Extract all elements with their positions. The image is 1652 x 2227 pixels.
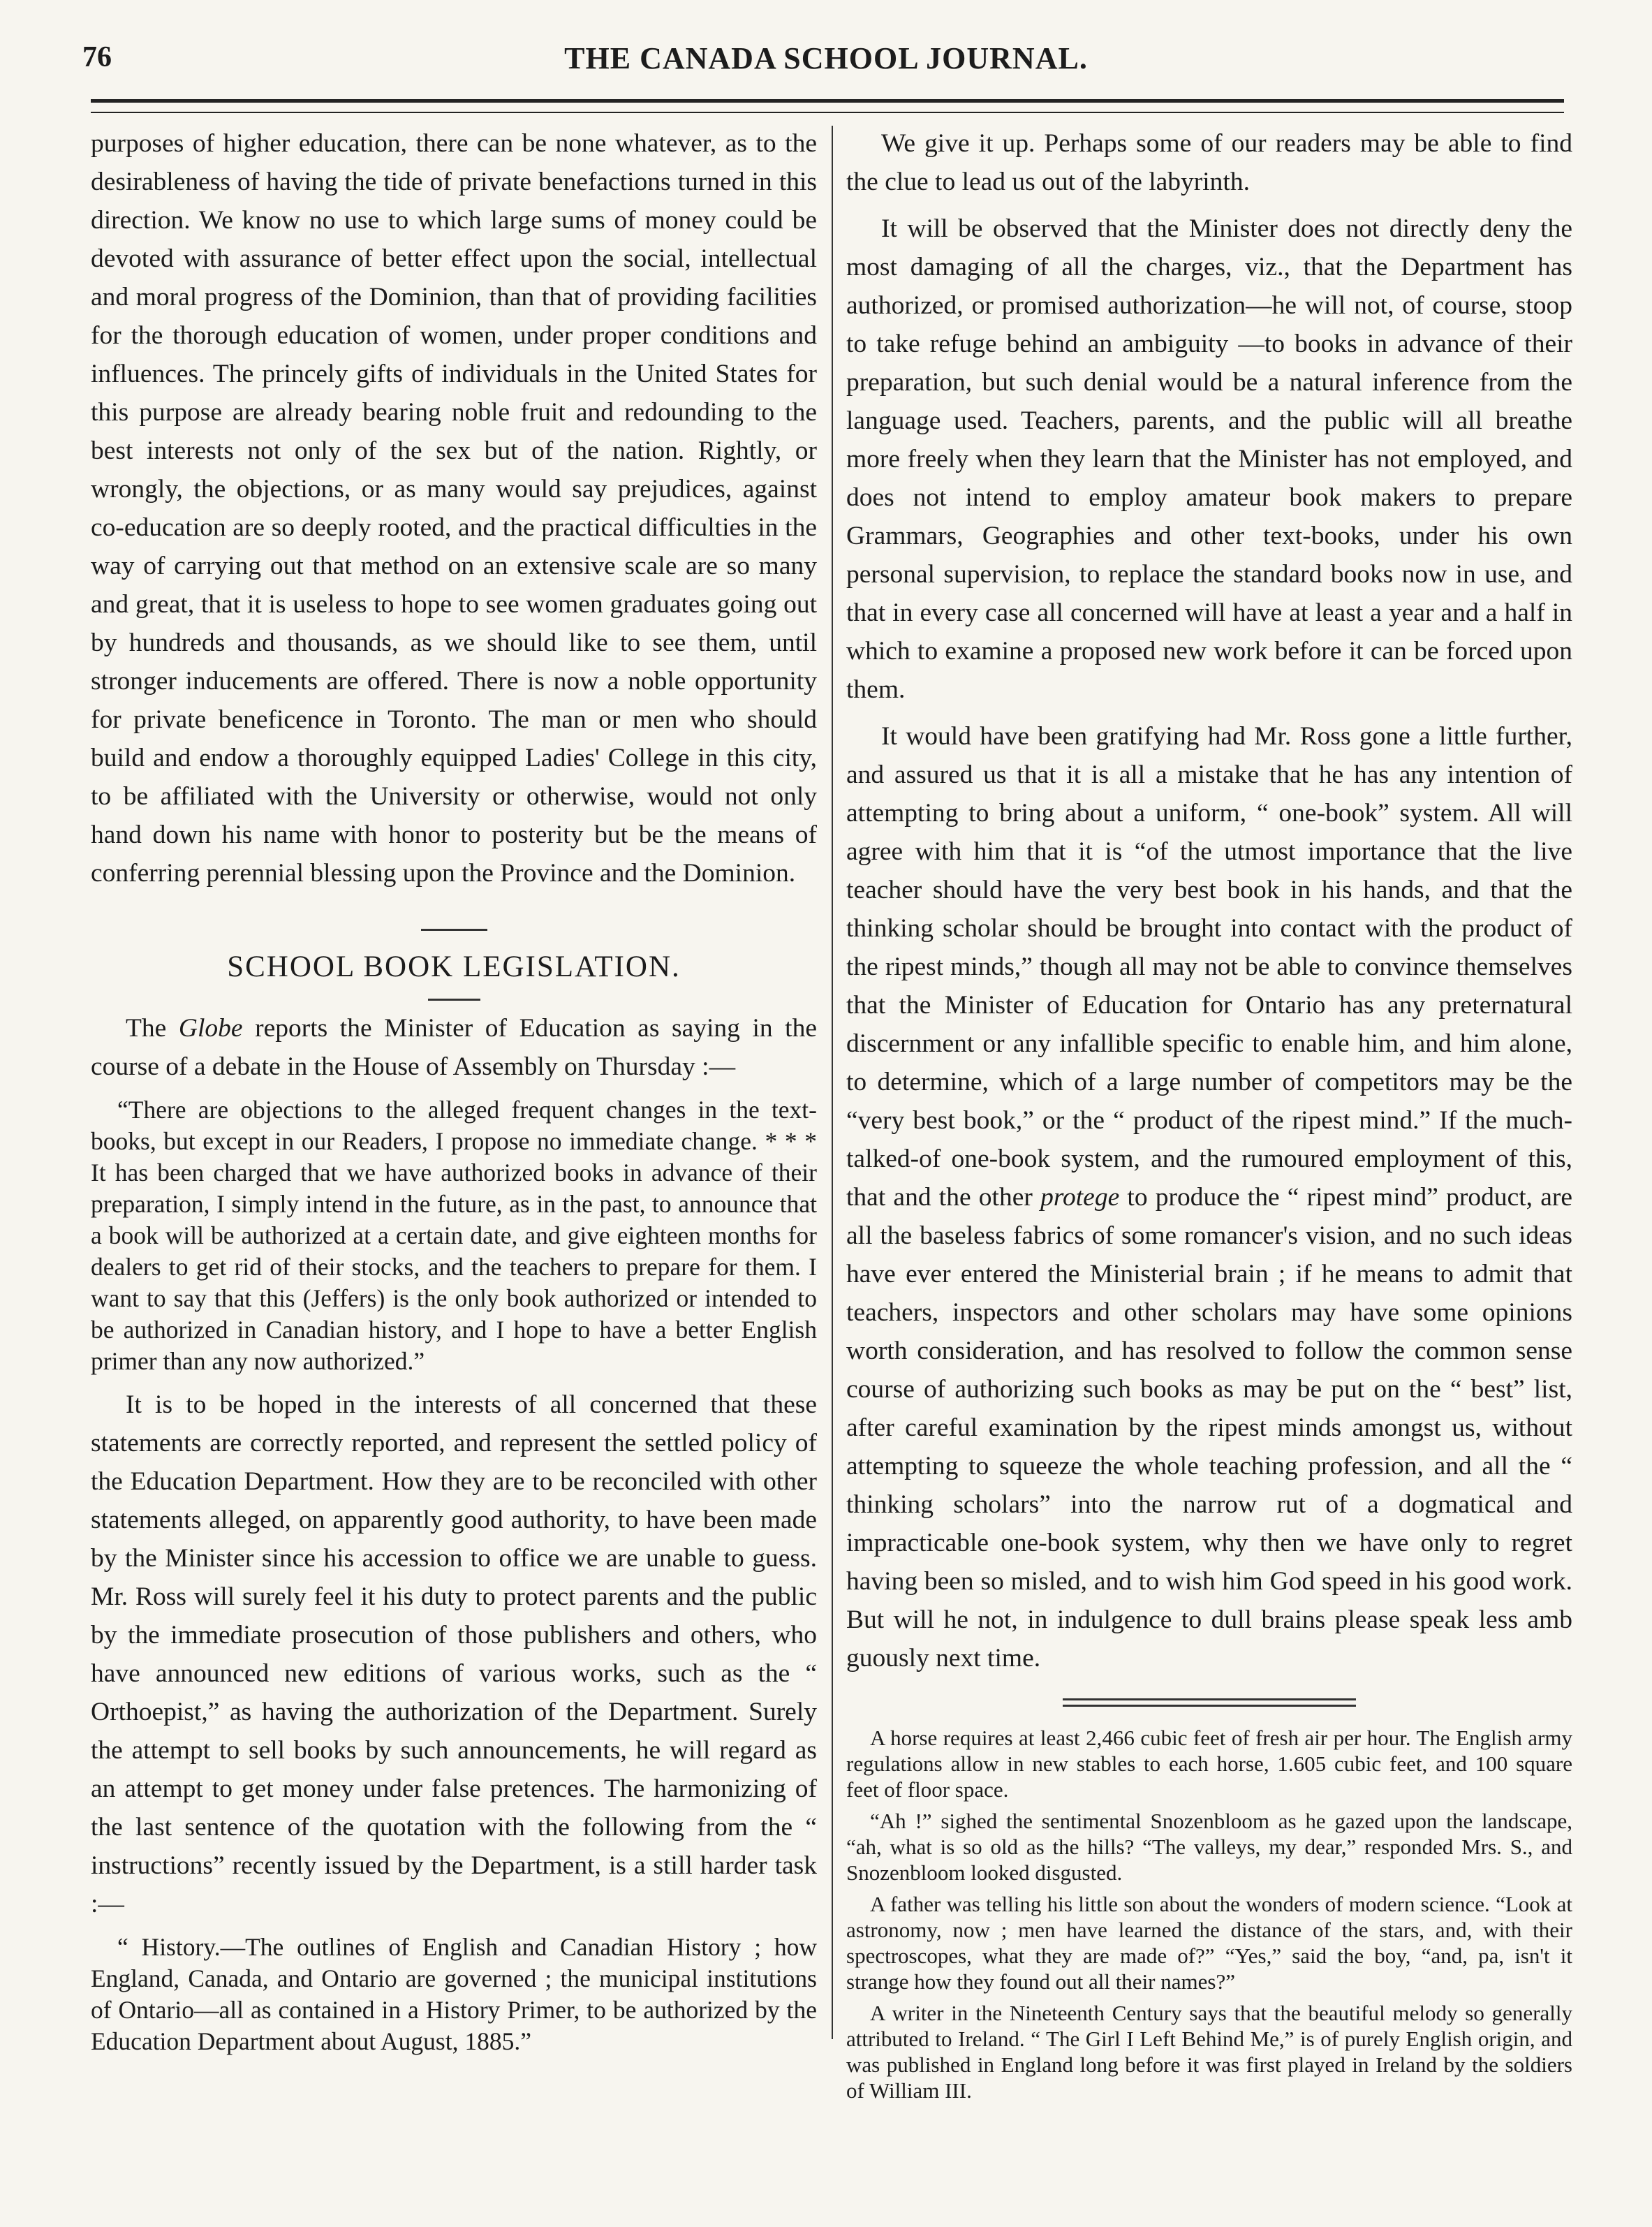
misc-melody: A writer in the Nineteenth Century says that the beautiful melody so generally attributed to Ireland. “ The Girl I Left Behind Me,” is of purely English origin, and was published in England long before it was first played in Ireland by the soldiers of William III. bbox=[846, 2001, 1572, 2103]
right-p3-part-b: to produce the “ ripest mind” product, are all the baseless fabrics of some romancer's vision, and no such ideas have ever entered the Ministerial brain ; if he means to admit that teachers, inspectors and other scholars may have some opinions worth consideration, and has resolved to follow the common sense course of authorizing such books as may be put on the “ best” list, after careful examination by the ripest minds amongst us, without attempting to squeeze the whole teaching profession, and all the “ thinking scholars” into the narrow rut of a dogmatical and impracticable one-book system, why then we have only to regret having been so misled, and to wish him God speed in his good work. But will he not, in indulgence to dull brains please speak less amb guously next time. bbox=[846, 1183, 1572, 1673]
globe-lead: The bbox=[126, 1014, 179, 1043]
minister-quote: “There are objections to the alleged frequent changes in the text-books, but except in our Readers, I propose no immediate change. * * * It has been charged that we have authorized books in advance of their preparation, I simply intend in the future, as in the past, to announce that a book will be authorized at a certain date, and give eighteen months for dealers to get rid of their stocks, and the teachers to prepare for them. I want to say that this (Jeffers) is the only book authorized or intended to be authorized in Canadian history, and I hope to have a better English primer than any now authorized.” bbox=[91, 1096, 817, 1375]
header-rule-thin bbox=[91, 112, 1564, 113]
left-paragraph-3: It is to be hoped in the interests of all concerned that these statements are correctly reported, and represent the settled policy of the Education Department. How they are to be reconciled with other statements alleged, on apparently good authority, to have been made by the Minister since his accession to office we are unable to guess. Mr. Ross will surely feel it his duty to protect parents and the public by the immediate prosecution of those publishers and others, who have announced new editions of various works, such as the “ Orthoepist,” as having the authorization of the Department. Surely the attempt to sell books by such announcements, he will regard as an attempt to get money under false pretences. The harmonizing of the last sentence of the quotation with the following from the “ instructions” recently issued by the Department, is a still harder task :— bbox=[91, 1390, 817, 1918]
misc-astronomy: A father was telling his little son about the wonders of modern science. “Look at astronomy, now ; men have learned the distance of the stars, and, with their spectroscopes, what they are made of?” “Yes,” said the boy, “and, pa, isn't it strange how they found out all their names?” bbox=[846, 1892, 1572, 1994]
double-rule bbox=[1063, 1698, 1356, 1707]
left-paragraph-2 bbox=[91, 1009, 817, 1086]
right-p3-part-a: It would have been gratifying had Mr. Ross gone a little further, and assured us that it is all a mistake that he has any intention of attempting to bring about a uniform, “ one-book” system. All will agree with him that it is “of the utmost importance that the live teacher should have the very best book in his hands, and that the thinking scholar should be brought into contact with the product of the ripest minds,” though all may not be able to convince themselves that the Minister of Education for Ontario has any preternatural discernment or any infallible specific to enable him, and him alone, to determine, which of a large number of competitors may be the “very best book,” or the “ product of the ripest mind.” If the much-talked-of one-book system, and the rumoured employment of this, that and the other bbox=[846, 722, 1572, 1212]
misc-horse: A horse requires at least 2,466 cubic feet of fresh air per hour. The English army regulations allow in new stables to each horse, 1.605 cubic feet, and 100 square feet of floor space. bbox=[846, 1726, 1572, 1802]
right-paragraph-2: It will be observed that the Minister does not directly deny the most damaging of all the charges, viz., that the Department has authorized, or promised authorization—he will not, of course, stoop to take refuge behind an ambiguity —to books in advance of their preparation, but such denial would be a natural inference from the language used. Teachers, parents, and the public will all breathe more freely when they learn that the Minister has not employed, and does not intend to employ amateur book makers to prepare Grammars, Geographies and other text-books, under his own personal supervision, to replace the standard books now in use, and that in every case all concerned will have at least a year and a half in which to examine a proposed new work before it can be forced upon them. bbox=[846, 214, 1572, 704]
section-rule bbox=[421, 929, 487, 931]
left-paragraph-1: purposes of higher education, there can be none whatever, as to the desirableness of having the tide of private benefactions turned in this direction. We know no use to which large sums of money could be devoted with assurance of better effect upon the social, intellectual and moral progress of the Dominion, than that of providing facilities for the thorough education of women, under proper conditions and influences. The princely gifts of individuals in the United States for this purpose are already bearing noble fruit and redounding to the best interests not only of the sex but of the nation. Rightly, or wrongly, the objections, or as many would say prejudices, against co-education are so deeply rooted, and the practical difficulties in the way of carrying out that method on an extensive scale are so many and great, that it is useless to hope to see women graduates going out by hundreds and thousands, as we should like to see them, until stronger inducements are offered. There is now a noble opportunity for private beneficence in Toronto. The man or men who should build and endow a thoroughly equipped Ladies' College in this city, to be affiliated with the University or otherwise, would not only hand down his name with honor to posterity but be the means of conferring perennial blessing upon the Province and the Dominion. bbox=[91, 129, 817, 888]
section-rule-below bbox=[428, 999, 480, 1001]
section-title: SCHOOL BOOK LEGISLATION. bbox=[227, 950, 681, 983]
right-paragraph-1: We give it up. Perhaps some of our readers may be able to find the clue to lead us out of the labyrinth. bbox=[846, 129, 1572, 196]
misc-snozenbloom: “Ah !” sighed the sentimental Snozenbloom as he gazed upon the landscape, “ah, what is so old as the hills? “The valleys, my dear,” responded Mrs. S., and Snozenbloom looked disgusted. bbox=[846, 1809, 1572, 1885]
globe-name: Globe bbox=[178, 1014, 243, 1043]
column-divider bbox=[832, 126, 833, 2039]
header-rule bbox=[91, 99, 1564, 103]
right-paragraph-3 bbox=[846, 717, 1572, 1677]
protege-word: protege bbox=[1040, 1183, 1120, 1212]
running-head: THE CANADA SCHOOL JOURNAL. bbox=[564, 41, 1088, 75]
right-column bbox=[846, 124, 1572, 2103]
globe-rest: reports the Minister of Education as saying in the course of a debate in the House of Assembly on Thursday :— bbox=[91, 1014, 817, 1081]
page-number: 76 bbox=[82, 41, 112, 73]
left-column bbox=[91, 124, 817, 2057]
history-quote: “ History.—The outlines of English and Canadian History ; how England, Canada, and Ontario are governed ; the municipal institutions of Ontario—all as contained in a History Primer, to be authorized by the Education Department about August, 1885.” bbox=[91, 1933, 817, 2055]
